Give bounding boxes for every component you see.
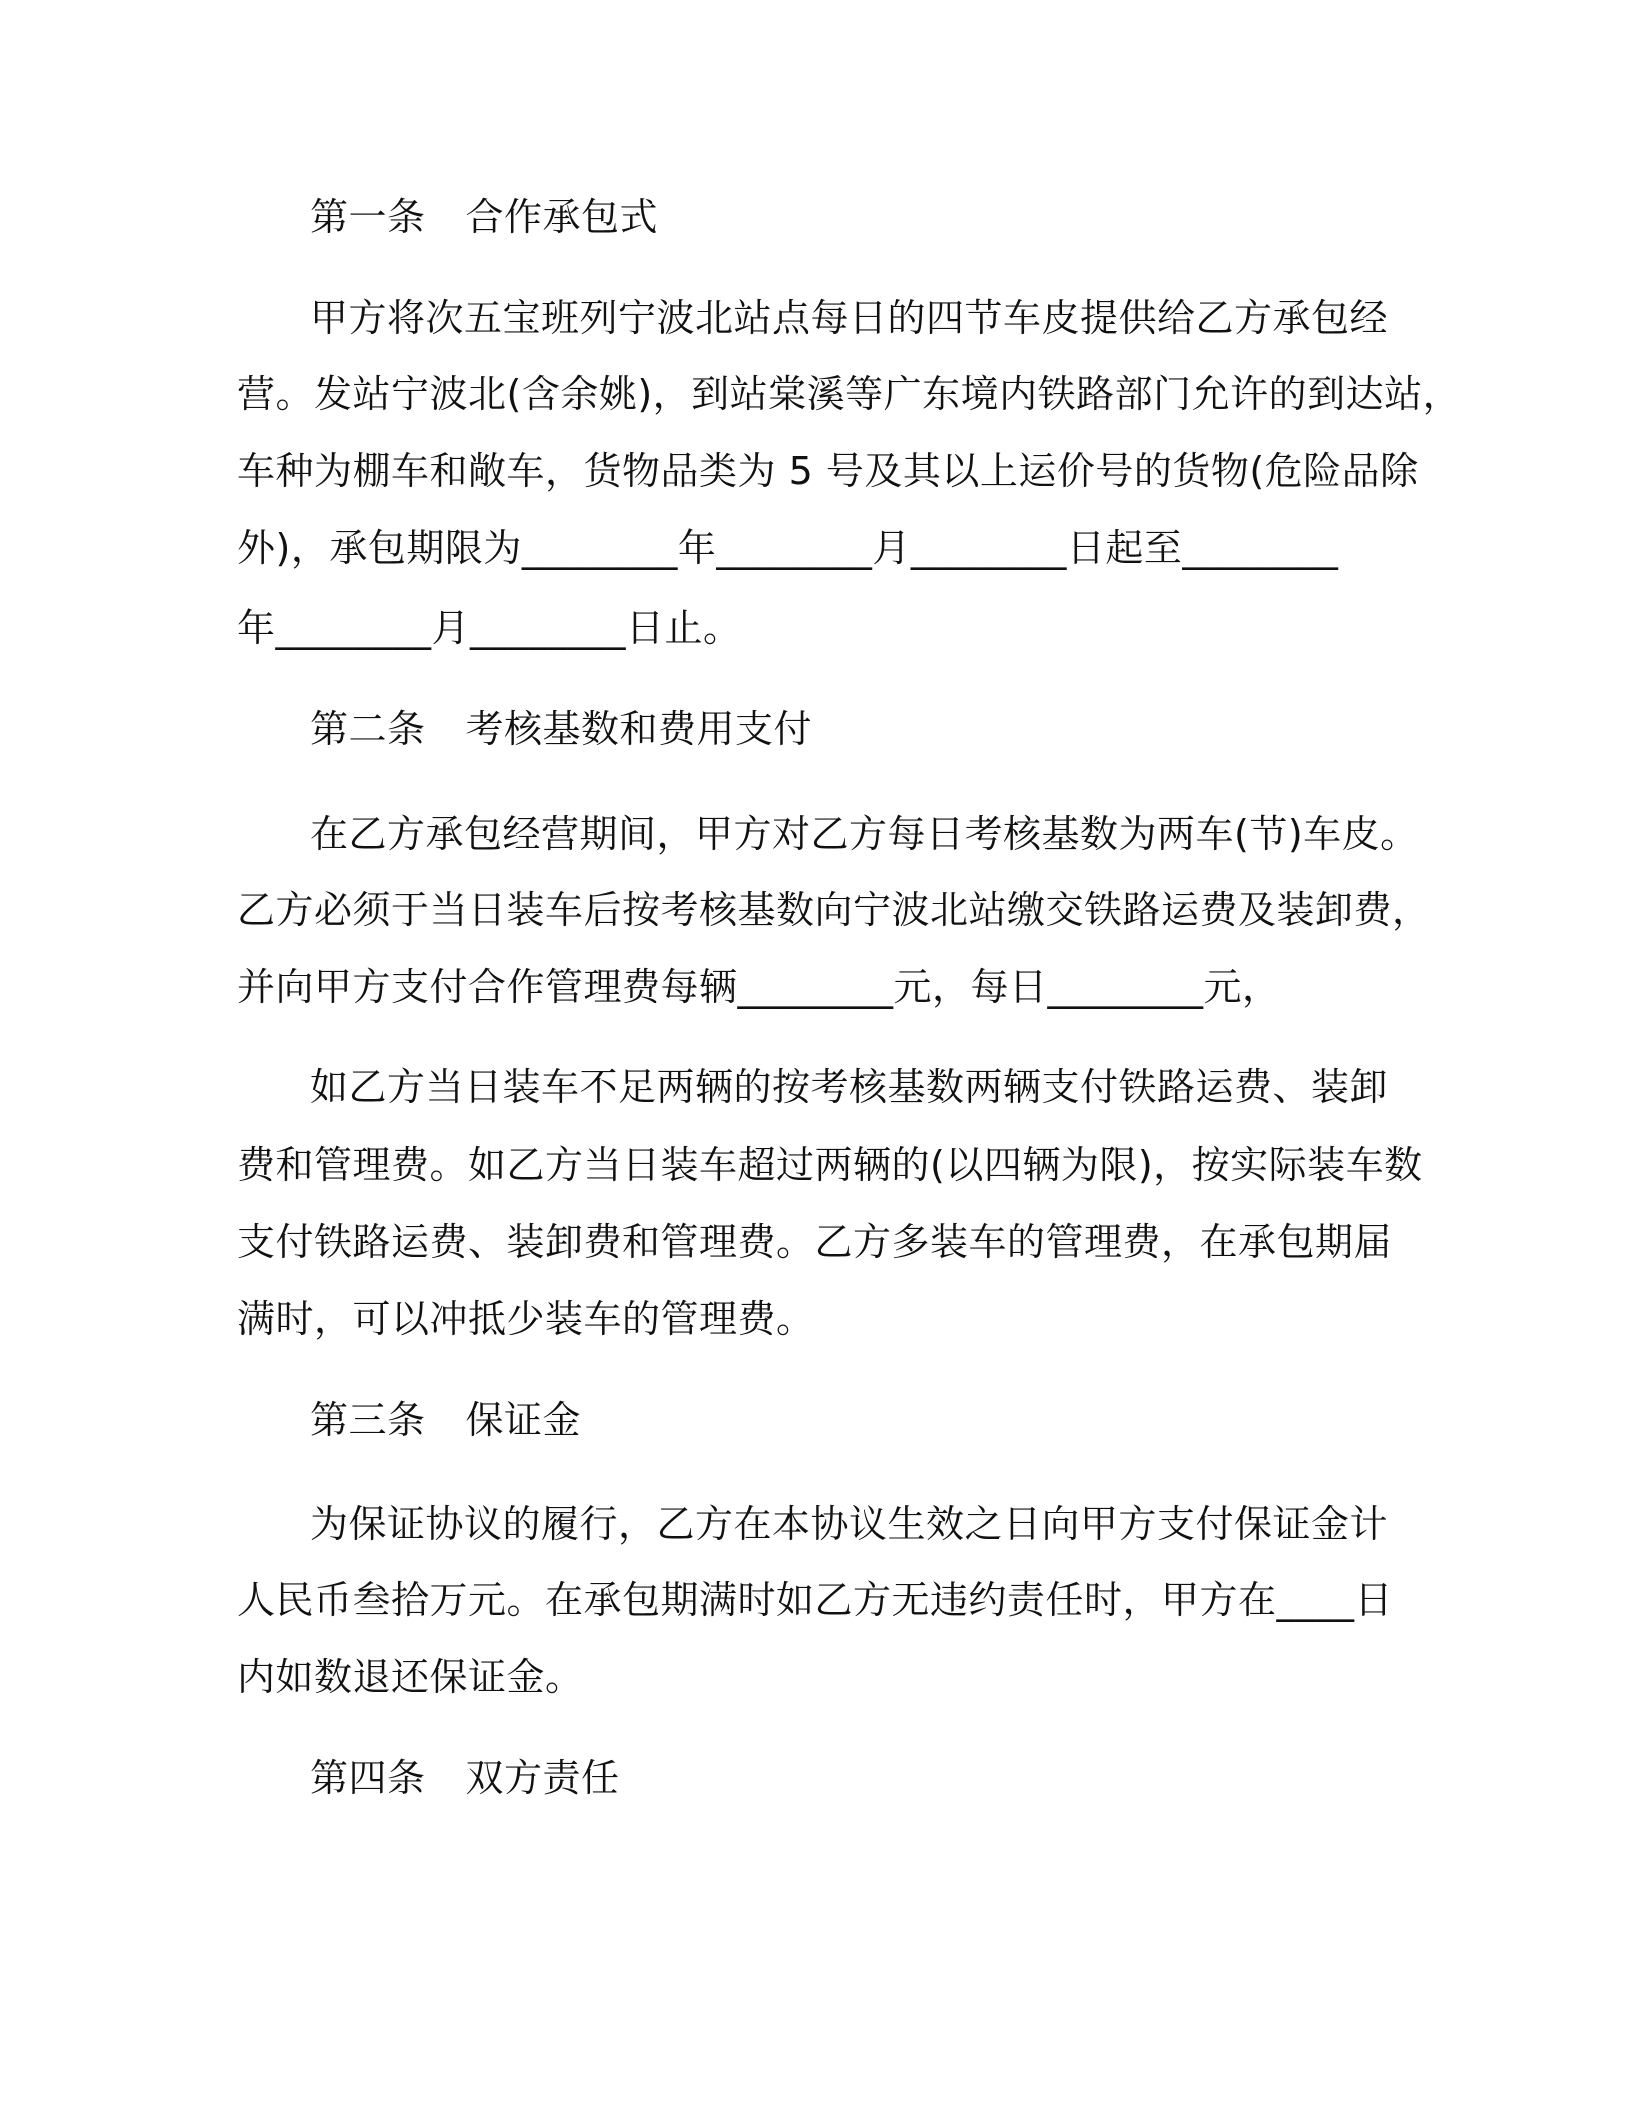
article1-line-3: 车种为棚车和敞车，货物品类为 5 号及其以上运价号的货物(危险品除: [237, 449, 1419, 493]
article3-heading: [310, 1395, 581, 1445]
article2-para2-line-1: 如乙方当日装车不足两辆的按考核基数两辆支付铁路运费、装卸: [310, 1065, 1389, 1109]
article2-title: 考核基数和费用支付: [465, 707, 813, 751]
article2-number: 第二条: [310, 707, 426, 751]
article4-heading: [310, 1753, 620, 1803]
article1-line-1: 甲方将次五宝班列宁波北站点每日的四节车皮提供给乙方承包经: [310, 296, 1389, 340]
article2-para2-line-4: 满时，可以冲抵少装车的管理费。: [237, 1297, 815, 1341]
article3-title: 保证金: [465, 1398, 582, 1442]
article2-para2-line-2: 费和管理费。如乙方当日装车超过两辆的(以四辆为限)，按实际装车数: [237, 1143, 1423, 1187]
article2-para1-line-2: 乙方必须于当日装车后按考核基数向宁波北站缴交铁路运费及装卸费，: [237, 888, 1431, 932]
article1-line-5: 年________月________日止。: [237, 606, 742, 650]
article4-number: 第四条: [310, 1756, 426, 1800]
article1-line-4: 外)，承包期限为________年________月________日起至________: [237, 526, 1339, 570]
article2-para1-line-3: 并向甲方支付合作管理费每辆________元，每日________元，: [237, 965, 1281, 1009]
article3-number: 第三条: [310, 1398, 426, 1442]
article3-line-3: 内如数退还保证金。: [237, 1655, 584, 1699]
article1-heading: [310, 192, 658, 242]
article3-line-1: 为保证协议的履行，乙方在本协议生效之日向甲方支付保证金计: [310, 1502, 1389, 1546]
article1-line-2: 营。发站宁波北(含余姚)，到站棠溪等广东境内铁路部门允许的到达站，: [237, 372, 1462, 416]
article2-heading: [310, 704, 812, 754]
article4-title: 双方责任: [465, 1756, 620, 1800]
article3-line-2: 人民币叁拾万元。在承包期满时如乙方无违约责任时，甲方在____日: [237, 1578, 1394, 1622]
article1-number: 第一条: [310, 195, 426, 239]
article2-para1-line-1: 在乙方承包经营期间，甲方对乙方每日考核基数为两车(节)车皮。: [310, 812, 1419, 856]
article1-title: 合作承包式: [465, 195, 659, 239]
article2-para2-line-3: 支付铁路运费、装卸费和管理费。乙方多装车的管理费，在承包期届: [237, 1220, 1393, 1264]
